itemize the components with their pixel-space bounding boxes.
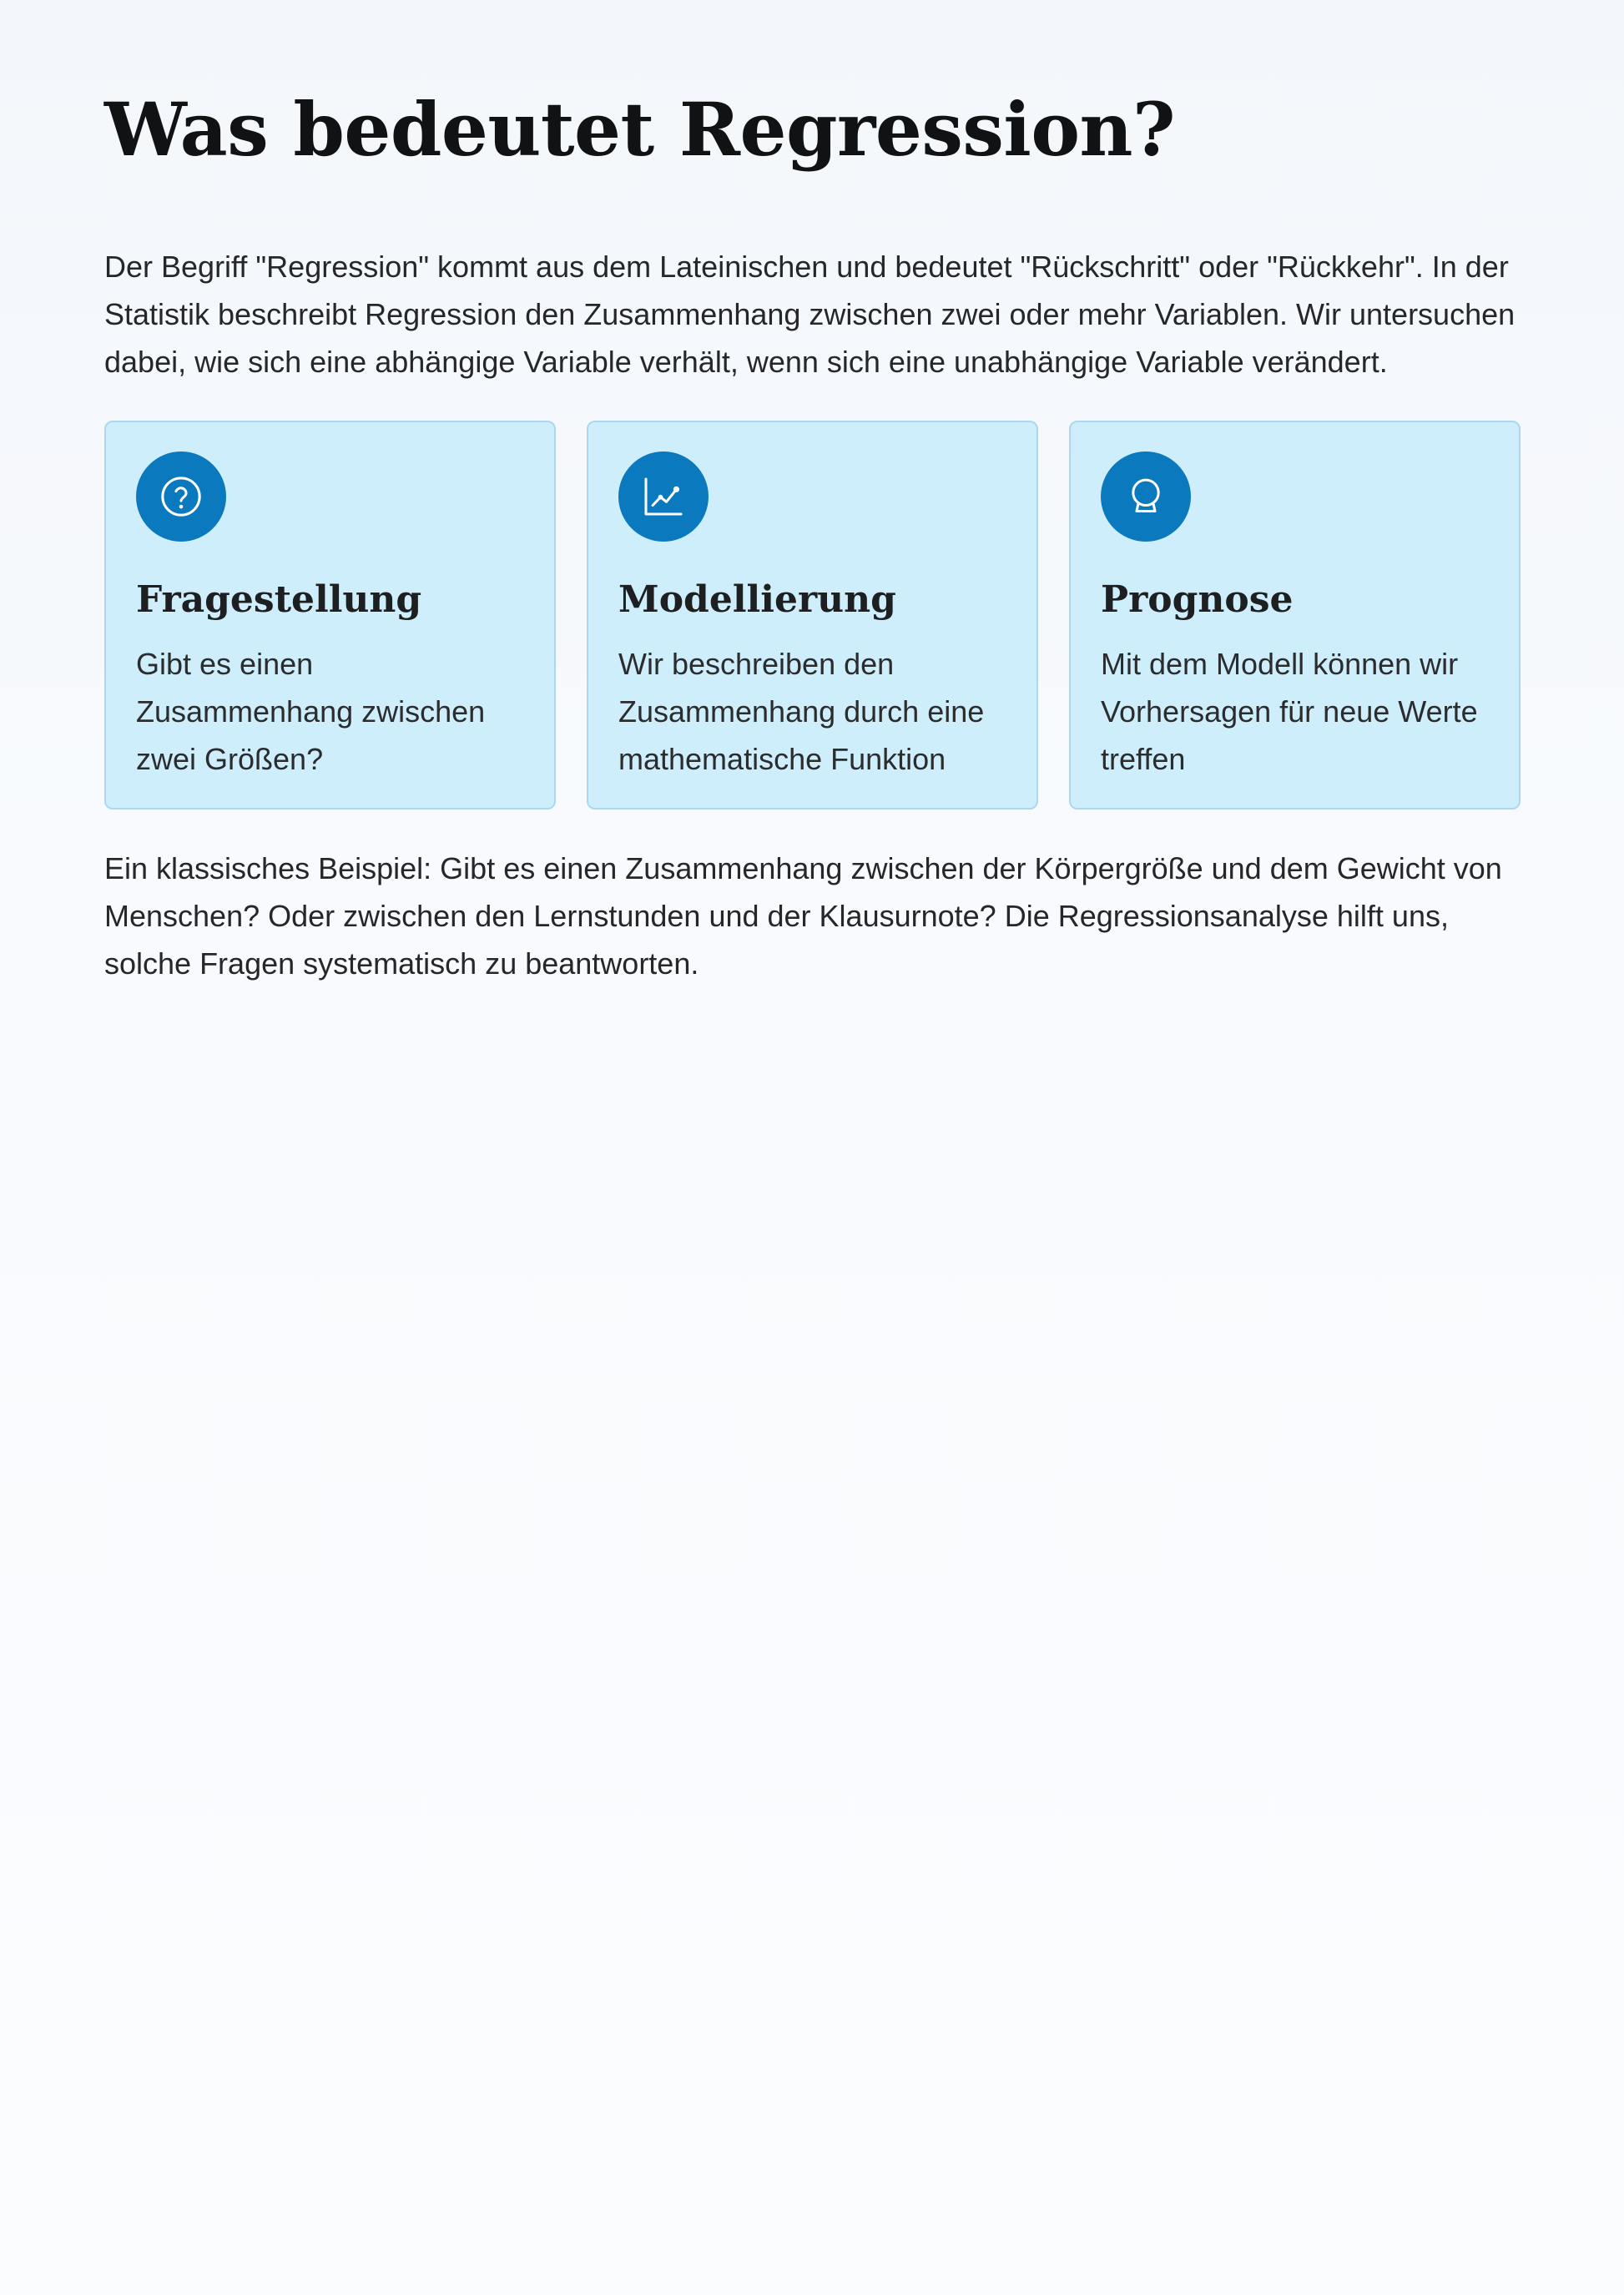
card-fragestellung bbox=[104, 421, 556, 810]
card-prognose bbox=[1069, 421, 1521, 810]
question-circle-icon bbox=[136, 451, 226, 542]
line-chart-icon bbox=[618, 451, 709, 542]
card-text: Gibt es einen Zusammenhang zwischen zwei Größen? bbox=[136, 647, 486, 776]
card-modellierung bbox=[587, 421, 1038, 810]
page-title: Was bedeutet Regression? bbox=[104, 86, 1176, 173]
concept-cards bbox=[104, 421, 1521, 810]
card-title: Fragestellung bbox=[136, 578, 422, 621]
crystal-ball-icon bbox=[1101, 451, 1191, 542]
card-title: Modellierung bbox=[618, 578, 896, 621]
card-text: Mit dem Modell können wir Vorhersagen für neue Werte treffen bbox=[1101, 647, 1478, 776]
example-paragraph: Ein klassisches Beispiel: Gibt es einen Zusammenhang zwischen der Körpergröße und dem Gewicht von Menschen? Oder zwischen den Lernstunden und der Klausurnote? Die Regressionsanalyse hilft uns, solche Fragen systematisch zu beantworten. bbox=[104, 851, 1502, 981]
card-text: Wir beschreiben den Zusammenhang durch eine mathematische Funktion bbox=[618, 647, 985, 776]
intro-paragraph: Der Begriff "Regression" kommt aus dem Lateinischen und bedeutet "Rückschritt" oder "Rückkehr". In der Statistik beschreibt Regression den Zusammenhang zwischen zwei oder mehr Variablen. Wir untersuchen dabei, wie sich eine abhängige Variable verhält, wenn sich eine unabhängige Variable verändert. bbox=[104, 250, 1516, 379]
card-title: Prognose bbox=[1101, 578, 1294, 621]
